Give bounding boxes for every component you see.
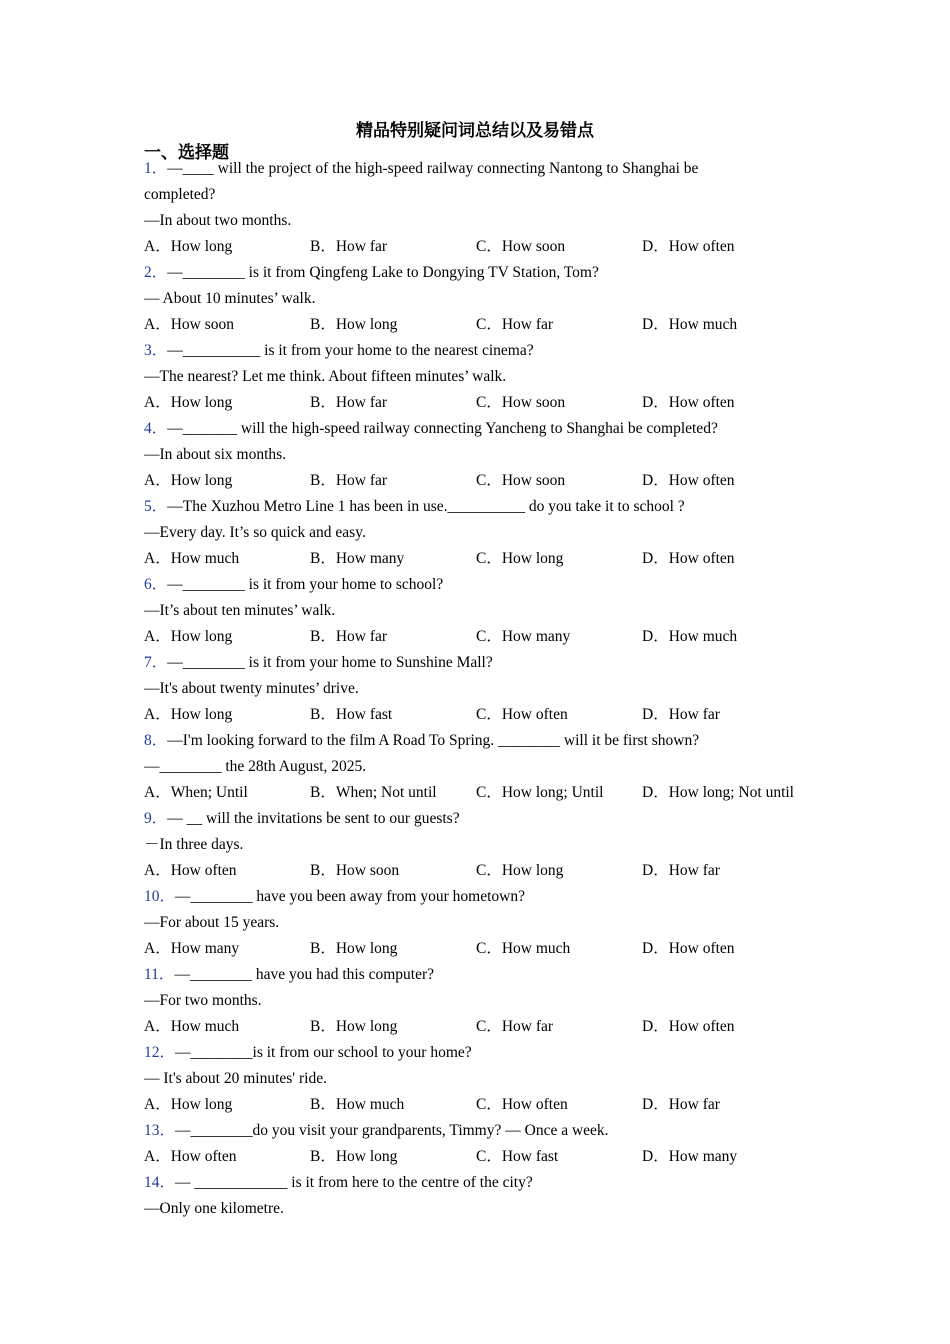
question-number: 7．	[144, 654, 168, 671]
option-c: C．How long	[476, 550, 564, 567]
option-b: B．How long	[310, 1018, 398, 1035]
option-b: B．How far	[310, 238, 388, 255]
option-c: C．How fast	[476, 1148, 559, 1165]
question-stem	[144, 1040, 824, 1066]
option-c: C．How soon	[476, 238, 566, 255]
question-number: 12．	[144, 1044, 176, 1061]
option-a: A．How long	[144, 238, 233, 255]
option-d: D．How far	[642, 1096, 720, 1113]
question-stem	[144, 416, 824, 442]
question-number: 9．	[144, 810, 168, 827]
question-number: 14．	[144, 1174, 176, 1191]
option-a: A．How many	[144, 940, 240, 957]
question-12	[144, 1040, 824, 1118]
option-a: A．When; Until	[144, 784, 248, 801]
question-4	[144, 416, 824, 494]
option-c: C．How many	[476, 628, 571, 645]
options-row	[144, 702, 824, 728]
dialogue-reply: —Every day. It’s so quick and easy.	[144, 524, 366, 541]
question-1	[144, 156, 824, 260]
option-c: C．How long	[476, 862, 564, 879]
question-stem	[144, 806, 824, 832]
dialogue-reply: —________ the 28th August, 2025.	[144, 758, 367, 775]
question-text: —________ have you had this computer?	[174, 966, 435, 983]
options-row	[144, 390, 824, 416]
options-row	[144, 468, 824, 494]
dialogue-reply: —It’s about ten minutes’ walk.	[144, 602, 336, 619]
dialogue-reply: —Only one kilometre.	[144, 1200, 284, 1217]
question-text: —________do you visit your grandparents, Timmy? — Once a week.	[175, 1122, 609, 1139]
option-a: A．How much	[144, 550, 240, 567]
question-14	[144, 1170, 824, 1222]
option-b: B．How soon	[310, 862, 400, 879]
question-list	[144, 156, 824, 1222]
question-number: 8．	[144, 732, 168, 749]
dialogue-reply: —In about two months.	[144, 212, 292, 229]
question-8	[144, 728, 824, 806]
options-row	[144, 546, 824, 572]
options-row	[144, 234, 824, 260]
question-number: 1．	[144, 160, 168, 177]
option-a: A．How long	[144, 706, 233, 723]
question-text: —________ have you been away from your hometown?	[175, 888, 525, 905]
option-d: D．How often	[642, 238, 735, 255]
option-d: D．How often	[642, 940, 735, 957]
option-a: A．How long	[144, 1096, 233, 1113]
option-a: A．How often	[144, 862, 237, 879]
options-row	[144, 1144, 824, 1170]
question-11	[144, 962, 824, 1040]
question-stem	[144, 1118, 824, 1144]
question-number: 11．	[144, 966, 175, 983]
question-3	[144, 338, 824, 416]
question-stem	[144, 728, 824, 754]
options-row	[144, 1014, 824, 1040]
question-number: 5．	[144, 498, 168, 515]
section-heading: 一、选择题	[144, 143, 229, 163]
options-row	[144, 858, 824, 884]
question-number: 2．	[144, 264, 168, 281]
question-5	[144, 494, 824, 572]
option-b: B．How far	[310, 628, 388, 645]
question-text: —The Xuzhou Metro Line 1 has been in use.__________ do you take it to school ?	[167, 498, 685, 515]
question-stem	[144, 962, 824, 988]
option-a: A．How long	[144, 394, 233, 411]
question-10	[144, 884, 824, 962]
question-text: —I'm looking forward to the film A Road To Spring. ________ will it be first shown?	[167, 732, 700, 749]
option-d: D．How much	[642, 316, 738, 333]
option-c: C．How often	[476, 706, 568, 723]
option-c: C．How far	[476, 1018, 554, 1035]
dialogue-reply: －In three days.	[144, 836, 244, 853]
question-number: 13．	[144, 1122, 176, 1139]
option-b: B．How long	[310, 940, 398, 957]
option-a: A．How often	[144, 1148, 237, 1165]
question-9	[144, 806, 824, 884]
option-b: B．How fast	[310, 706, 393, 723]
question-text: —__________ is it from your home to the nearest cinema?	[167, 342, 534, 359]
option-d: D．How often	[642, 550, 735, 567]
question-stem	[144, 494, 824, 520]
question-text: —________ is it from Qingfeng Lake to Dongying TV Station, Tom?	[167, 264, 599, 281]
option-c: C．How far	[476, 316, 554, 333]
option-b: B．How long	[310, 316, 398, 333]
question-text: —________is it from our school to your home?	[175, 1044, 472, 1061]
dialogue-reply: —It's about twenty minutes’ drive.	[144, 680, 359, 697]
option-d: D．How often	[642, 472, 735, 489]
page-title: 精品特别疑问词总结以及易错点	[356, 121, 594, 141]
option-d: D．How often	[642, 394, 735, 411]
options-row	[144, 780, 824, 806]
question-stem	[144, 572, 824, 598]
question-stem	[144, 260, 824, 286]
option-c: C．How often	[476, 1096, 568, 1113]
options-row	[144, 1092, 824, 1118]
option-b: B．How many	[310, 550, 405, 567]
question-text: —____ will the project of the high-speed railway connecting Nantong to Shanghai be	[167, 160, 699, 177]
question-stem	[144, 156, 824, 182]
question-stem	[144, 650, 824, 676]
options-row	[144, 936, 824, 962]
option-d: D．How long; Not until	[642, 784, 794, 801]
dialogue-reply: —In about six months.	[144, 446, 287, 463]
option-c: C．How soon	[476, 394, 566, 411]
option-c: C．How much	[476, 940, 571, 957]
option-d: D．How far	[642, 706, 720, 723]
options-row	[144, 624, 824, 650]
option-b: B．How long	[310, 1148, 398, 1165]
question-text: — __ will the invitations be sent to our guests?	[167, 810, 460, 827]
question-stem	[144, 338, 824, 364]
option-d: D．How many	[642, 1148, 738, 1165]
option-b: B．How much	[310, 1096, 405, 1113]
dialogue-reply: —For two months.	[144, 992, 262, 1009]
dialogue-reply: —The nearest? Let me think. About fifteen minutes’ walk.	[144, 368, 507, 385]
question-stem	[144, 884, 824, 910]
question-text: — ____________ is it from here to the centre of the city?	[175, 1174, 533, 1191]
question-7	[144, 650, 824, 728]
option-a: A．How much	[144, 1018, 240, 1035]
option-a: A．How long	[144, 472, 233, 489]
option-d: D．How often	[642, 1018, 735, 1035]
option-a: A．How long	[144, 628, 233, 645]
option-b: B．When; Not until	[310, 784, 437, 801]
option-a: A．How soon	[144, 316, 234, 333]
question-number: 4．	[144, 420, 168, 437]
option-b: B．How far	[310, 472, 388, 489]
option-b: B．How far	[310, 394, 388, 411]
question-number: 3．	[144, 342, 168, 359]
question-text: —________ is it from your home to Sunshine Mall?	[167, 654, 493, 671]
question-text: —________ is it from your home to school?	[167, 576, 444, 593]
question-stem	[144, 1170, 824, 1196]
question-number: 6．	[144, 576, 168, 593]
option-d: D．How far	[642, 862, 720, 879]
question-text: —_______ will the high-speed railway connecting Yancheng to Shanghai be completed?	[167, 420, 718, 437]
option-c: C．How long; Until	[476, 784, 604, 801]
dialogue-reply: — About 10 minutes’ walk.	[144, 290, 316, 307]
option-d: D．How much	[642, 628, 738, 645]
question-2	[144, 260, 824, 338]
dialogue-reply: —For about 15 years.	[144, 914, 280, 931]
question-text-continued: completed?	[144, 186, 216, 203]
dialogue-reply: — It's about 20 minutes' ride.	[144, 1070, 327, 1087]
question-13	[144, 1118, 824, 1170]
question-6	[144, 572, 824, 650]
option-c: C．How soon	[476, 472, 566, 489]
question-number: 10．	[144, 888, 176, 905]
options-row	[144, 312, 824, 338]
